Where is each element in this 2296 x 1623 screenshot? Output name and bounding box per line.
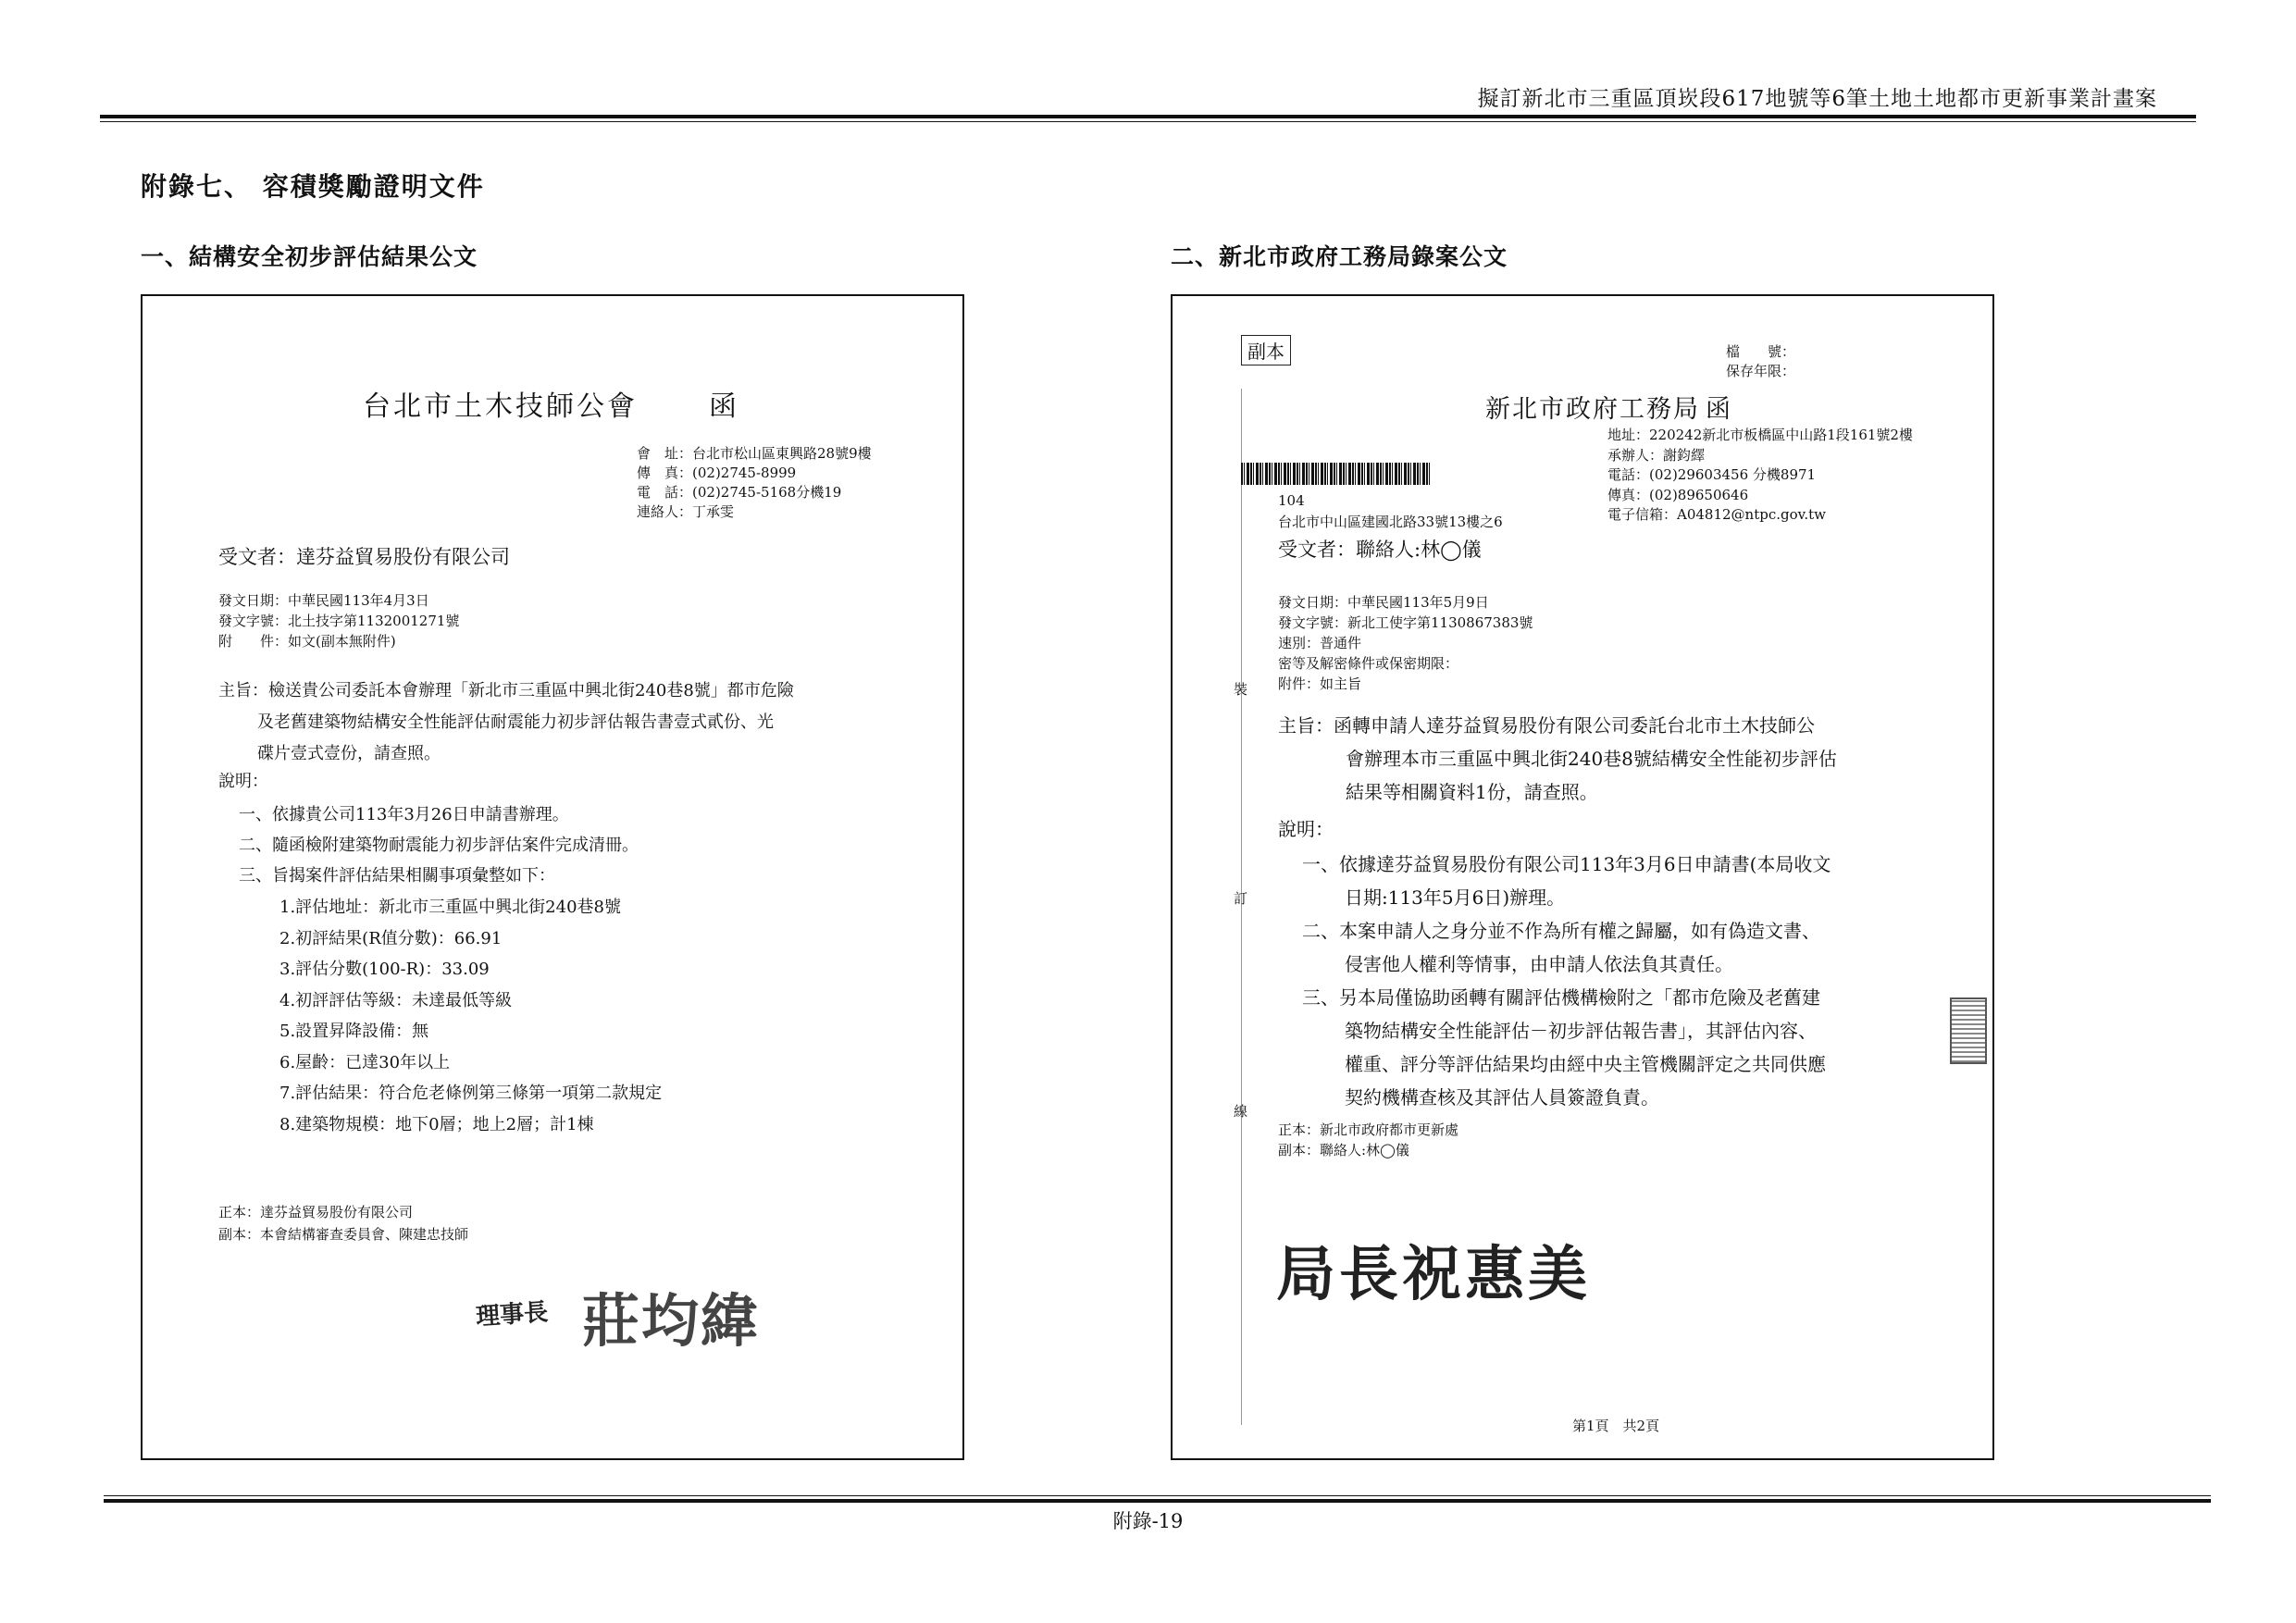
contact-line: 會 址：台北市松山區東興路28號9樓 xyxy=(637,445,872,462)
left-explain-label: 說明： xyxy=(218,772,268,791)
document-header-title: 擬訂新北市三重區頂崁段617地號等6筆土地土地都市更新事業計畫案 xyxy=(1477,87,2157,111)
contact-line: 傳真：(02)89650646 xyxy=(1607,486,1749,503)
cc-line: 副本：聯絡人:林◯儀 xyxy=(1278,1142,1409,1158)
right-recipient: 受文者：聯絡人:林◯儀 xyxy=(1278,539,1482,561)
subject-line: 及老舊建築物結構安全性能評估耐震能力初步評估報告書壹式貳份、光 xyxy=(257,712,774,732)
binding-mark: 訂 xyxy=(1234,890,1248,907)
file-no-label: 檔 號： xyxy=(1726,343,1796,360)
explain-line: 一、依據達芬益貿易股份有限公司113年3月6日申請書(本局收文 xyxy=(1302,853,1831,875)
contact-line: 電話：(02)29603456 分機8971 xyxy=(1607,466,1817,483)
contact-line: 承辦人：謝鈞繹 xyxy=(1607,446,1706,464)
item-line: 8.建築物規模：地下0層；地上2層；計1棟 xyxy=(279,1114,594,1134)
cc-line: 正本：新北市政府都市更新處 xyxy=(1278,1121,1459,1138)
subject-line: 會辦理本市三重區中興北街240巷8號結構安全性能初步評估 xyxy=(1346,748,1837,770)
meta-line: 附件：如主旨 xyxy=(1278,675,1362,692)
contact-line: 連絡人：丁承雯 xyxy=(637,503,735,520)
subject-line: 主旨：檢送貴公司委託本會辦理「新北市三重區中興北街240巷8號」都市危險 xyxy=(218,681,794,700)
right-cc-block xyxy=(1278,1120,1458,1160)
left-explain-block xyxy=(239,799,639,891)
keep-years-label: 保存年限： xyxy=(1726,363,1796,379)
postcode: 104 xyxy=(1278,492,1305,509)
left-subtitle: 一、結構安全初步評估結果公文 xyxy=(141,243,478,270)
section-title: 附錄七、 容積獎勵證明文件 xyxy=(141,171,485,202)
item-line: 3.評估分數(100-R)：33.09 xyxy=(279,960,490,979)
header-rule-thin xyxy=(100,121,2196,122)
right-explain-label: 說明： xyxy=(1278,818,1334,840)
cc-line: 副本：本會結構審查委員會、陳建忠技師 xyxy=(218,1226,469,1243)
meta-line: 密等及解密條件或保密期限： xyxy=(1278,655,1459,672)
item-line: 6.屋齡：已達30年以上 xyxy=(279,1052,451,1072)
contact-line: 電子信箱：A04812@ntpc.gov.tw xyxy=(1607,506,1826,523)
contact-line: 地址：220242新北市板橋區中山路1段161號2樓 xyxy=(1607,427,1913,443)
left-org-title: 台北市土木技師公會 xyxy=(363,390,638,423)
left-recipient: 受文者：達芬益貿易股份有限公司 xyxy=(218,546,510,568)
left-signature-title: 理事長 xyxy=(475,1298,550,1332)
barcode-image xyxy=(1241,463,1432,485)
footer-rule xyxy=(104,1499,2211,1503)
item-line: 5.設置昇降設備：無 xyxy=(279,1022,429,1041)
explain-line: 權重、評分等評估結果均由經中央主管機關評定之共同供應 xyxy=(1345,1053,1826,1075)
explain-line: 契約機構查核及其評估人員簽證負責。 xyxy=(1345,1086,1659,1109)
header-rule xyxy=(100,115,2196,118)
official-seal-image xyxy=(1950,997,1987,1064)
item-line: 7.評估結果：符合危老條例第三條第一項第二款規定 xyxy=(279,1084,663,1103)
right-page-number: 第1頁 共2頁 xyxy=(1572,1418,1660,1434)
right-contact-block xyxy=(1607,426,1913,526)
left-meta-block xyxy=(218,590,459,651)
right-han: 函 xyxy=(1706,395,1731,424)
contact-line: 傳 真：(02)2745-8999 xyxy=(637,465,797,481)
right-signature: 局長祝惠美 xyxy=(1276,1240,1591,1309)
right-meta-block xyxy=(1278,592,1533,694)
explain-line: 築物結構安全性能評估－初步評估報告書」，其評估內容、 xyxy=(1345,1020,1817,1042)
cc-line: 正本：達芬益貿易股份有限公司 xyxy=(218,1204,414,1220)
left-subject xyxy=(218,675,794,770)
binding-mark: 線 xyxy=(1234,1103,1248,1120)
explain-line: 三、另本局僅協助函轉有關評估機構檢附之「都市危險及老舊建 xyxy=(1302,986,1820,1009)
meta-line: 發文字號：北土技字第1132001271號 xyxy=(218,613,460,629)
page-number: 附錄-19 xyxy=(1112,1510,1184,1532)
explain-line: 侵害他人權利等情事，由申請人依法負其責任。 xyxy=(1345,953,1733,975)
meta-line: 附 件：如文(副本無附件) xyxy=(218,633,396,650)
left-items-block xyxy=(279,892,662,1140)
right-subject xyxy=(1278,709,1837,809)
subject-line: 碟片壹式壹份，請查照。 xyxy=(257,744,441,763)
item-line: 2.初評結果(R值分數)：66.91 xyxy=(279,928,503,948)
item-line: 4.初評評估等級：未達最低等級 xyxy=(279,990,513,1010)
contact-line: 電 話：(02)2745-5168分機19 xyxy=(637,484,842,501)
meta-line: 發文日期：中華民國113年5月9日 xyxy=(1278,594,1489,611)
left-han: 函 xyxy=(709,390,737,423)
subject-line: 主旨：函轉申請人達芬益貿易股份有限公司委託台北市土木技師公 xyxy=(1278,714,1815,737)
right-file-info xyxy=(1726,342,1795,381)
explain-line: 日期:113年5月6日)辦理。 xyxy=(1345,886,1566,909)
left-signature-name: 莊均緯 xyxy=(582,1287,761,1355)
explain-line: 三、旨揭案件評估結果相關事項彙整如下： xyxy=(239,866,555,886)
right-document-panel xyxy=(1171,294,1994,1460)
binding-mark: 裝 xyxy=(1234,681,1248,698)
subject-line: 結果等相關資料1份，請查照。 xyxy=(1346,781,1598,803)
right-org-title: 新北市政府工務局 xyxy=(1485,395,1700,424)
meta-line: 速別：普通件 xyxy=(1278,635,1362,651)
left-cc-block xyxy=(218,1201,468,1245)
recipient-address: 台北市中山區建國北路33號13樓之6 xyxy=(1278,514,1503,530)
explain-line: 一、依據貴公司113年3月26日申請書辦理。 xyxy=(239,805,569,824)
explain-line: 二、本案申請人之身分並不作為所有權之歸屬，如有偽造文書、 xyxy=(1302,920,1820,942)
footer-rule-thin xyxy=(104,1495,2211,1496)
explain-line: 二、隨函檢附建築物耐震能力初步評估案件完成清冊。 xyxy=(239,836,639,855)
meta-line: 發文字號：新北工使字第1130867383號 xyxy=(1278,614,1533,631)
left-document-panel xyxy=(141,294,964,1460)
left-contact-block xyxy=(637,444,872,522)
item-line: 1.評估地址：新北市三重區中興北街240巷8號 xyxy=(279,898,621,917)
right-explain-block xyxy=(1302,848,1831,1114)
copy-mark-stamp: 副本 xyxy=(1241,335,1291,365)
meta-line: 發文日期：中華民國113年4月3日 xyxy=(218,592,429,609)
right-subtitle: 二、新北市政府工務局錄案公文 xyxy=(1171,243,1508,270)
